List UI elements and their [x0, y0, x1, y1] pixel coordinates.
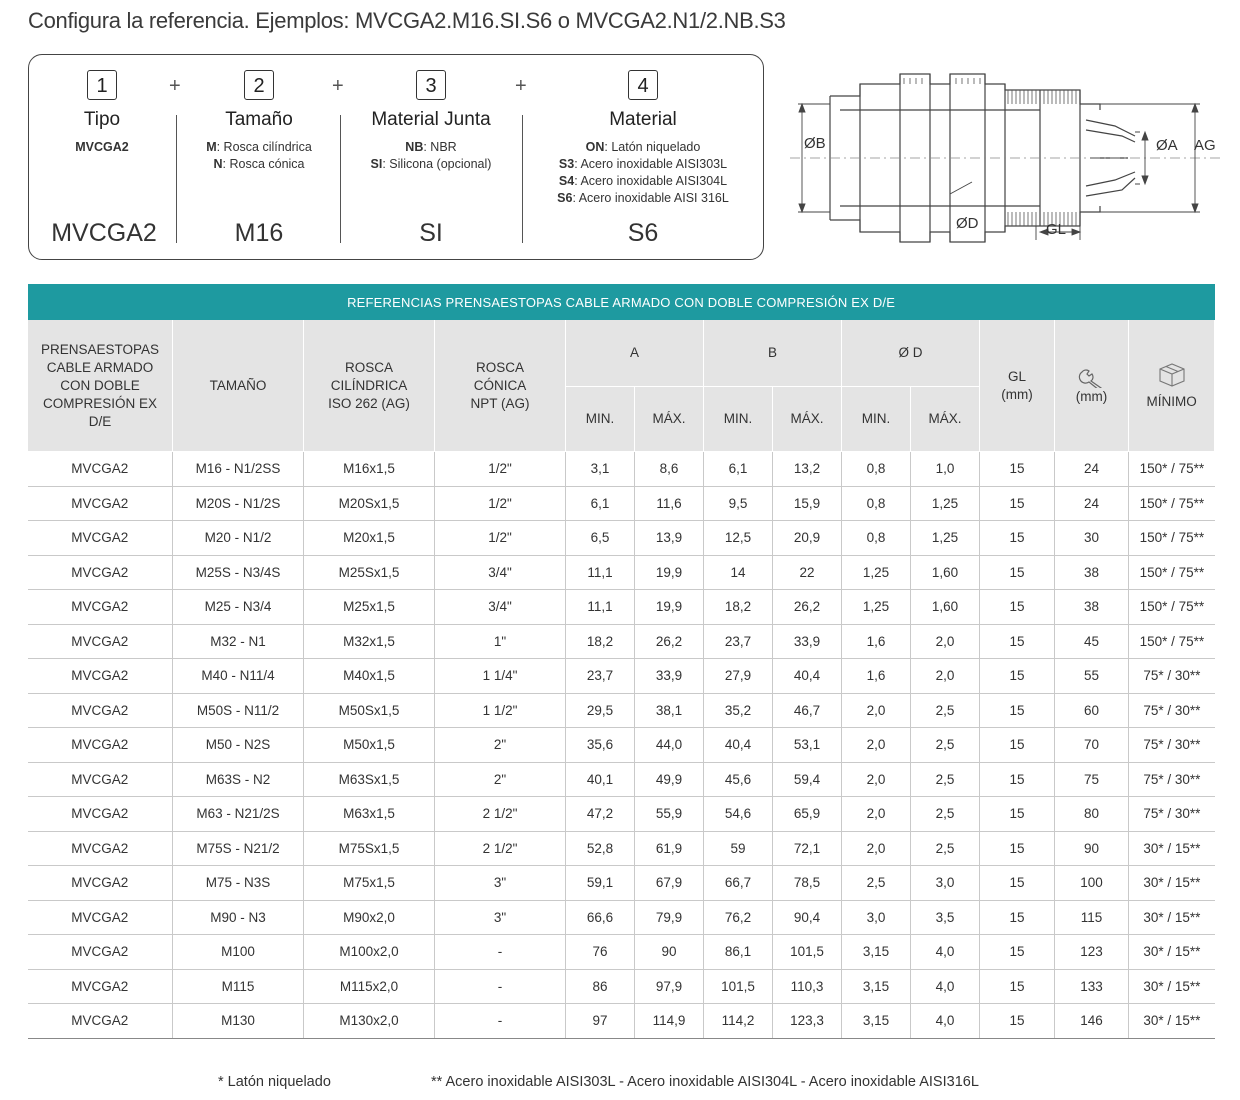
table-cell: 6,1: [566, 486, 635, 521]
table-cell: 19,9: [635, 590, 704, 625]
table-cell: M16 - N1/2SS: [173, 452, 304, 487]
table-cell: 3,0: [842, 900, 911, 935]
header-a-min: MIN.: [566, 387, 635, 452]
table-cell: M16x1,5: [304, 452, 435, 487]
table-cell: 18,2: [704, 590, 773, 625]
table-cell: 2,0: [911, 624, 980, 659]
table-cell: MVCGA2: [28, 797, 173, 832]
table-cell: 6,5: [566, 521, 635, 556]
table-cell: 35,2: [704, 693, 773, 728]
table-cell: M20Sx1,5: [304, 486, 435, 521]
table-cell: 114,2: [704, 1004, 773, 1039]
header-npt-thread: ROSCA CÓNICA NPT (AG): [435, 320, 566, 452]
header-gland: PRENSAESTOPAS CABLE ARMADO CON DOBLE COMPRESIÓN EX D/E: [28, 320, 173, 452]
table-cell: 33,9: [773, 624, 842, 659]
table-cell: 150* / 75**: [1129, 486, 1215, 521]
table-cell: 24: [1055, 452, 1129, 487]
table-row: [28, 797, 1215, 832]
table-cell: 15: [980, 935, 1055, 970]
table-row: [28, 624, 1215, 659]
table-cell: 97,9: [635, 969, 704, 1004]
table-row: [28, 452, 1215, 487]
table-cell: M20x1,5: [304, 521, 435, 556]
table-cell: M40x1,5: [304, 659, 435, 694]
table-cell: 1/2": [435, 521, 566, 556]
table-cell: 97: [566, 1004, 635, 1039]
table-cell: 76: [566, 935, 635, 970]
label-dia-a: ØA: [1156, 137, 1178, 154]
config-value-tipo: MVCGA2: [51, 219, 157, 247]
header-gl: GL (mm): [980, 320, 1055, 452]
config-column-material: [525, 55, 761, 207]
table-cell: 1": [435, 624, 566, 659]
table-cell: 2,5: [842, 866, 911, 901]
table-cell: 65,9: [773, 797, 842, 832]
table-cell: 150* / 75**: [1129, 555, 1215, 590]
header-b-min: MIN.: [704, 387, 773, 452]
header-size: TAMAÑO: [173, 320, 304, 452]
table-cell: 54,6: [704, 797, 773, 832]
table-cell: MVCGA2: [28, 900, 173, 935]
table-cell: M75Sx1,5: [304, 831, 435, 866]
table-cell: 24: [1055, 486, 1129, 521]
table-row: [28, 831, 1215, 866]
config-column-tipo: [29, 55, 175, 156]
table-cell: MVCGA2: [28, 728, 173, 763]
table-cell: 1,60: [911, 555, 980, 590]
table-cell: 15: [980, 900, 1055, 935]
table-cell: 45,6: [704, 762, 773, 797]
table-cell: 18,2: [566, 624, 635, 659]
table-cell: 150* / 75**: [1129, 590, 1215, 625]
table-cell: 2,0: [842, 797, 911, 832]
table-cell: 3,15: [842, 1004, 911, 1039]
table-row: [28, 969, 1215, 1004]
table-cell: 15: [980, 831, 1055, 866]
table-cell: 3,1: [566, 452, 635, 487]
table-cell: 4,0: [911, 969, 980, 1004]
table-cell: 55: [1055, 659, 1129, 694]
table-cell: M100x2,0: [304, 935, 435, 970]
table-cell: MVCGA2: [28, 935, 173, 970]
header-b-max: MÁX.: [773, 387, 842, 452]
table-cell: 86: [566, 969, 635, 1004]
table-cell: 15: [980, 590, 1055, 625]
table-row: [28, 1004, 1215, 1039]
table-cell: 2,5: [911, 728, 980, 763]
table-cell: 150* / 75**: [1129, 624, 1215, 659]
table-cell: 2,0: [842, 831, 911, 866]
table-cell: 38,1: [635, 693, 704, 728]
table-cell: 1,25: [911, 521, 980, 556]
table-cell: 150* / 75**: [1129, 452, 1215, 487]
table-cell: 101,5: [773, 935, 842, 970]
table-cell: 30* / 15**: [1129, 866, 1215, 901]
table-cell: 2 1/2": [435, 831, 566, 866]
table-cell: 2": [435, 728, 566, 763]
table-cell: M75x1,5: [304, 866, 435, 901]
config-column-tamano: [179, 55, 339, 173]
header-b: B: [704, 320, 842, 387]
header-d-max: MÁX.: [911, 387, 980, 452]
table-cell: 22: [773, 555, 842, 590]
table-cell: 133: [1055, 969, 1129, 1004]
table-cell: MVCGA2: [28, 659, 173, 694]
table-cell: 40,1: [566, 762, 635, 797]
table-cell: 1/2": [435, 486, 566, 521]
table-cell: 11,1: [566, 590, 635, 625]
table-cell: 3": [435, 900, 566, 935]
table-cell: 15: [980, 486, 1055, 521]
table-cell: 3,0: [911, 866, 980, 901]
table-cell: 61,9: [635, 831, 704, 866]
table-cell: M50 - N2S: [173, 728, 304, 763]
config-title-tamano: Tamaño: [225, 109, 293, 130]
header-minimum: MÍNIMO: [1129, 320, 1215, 452]
table-row: [28, 693, 1215, 728]
table-cell: 9,5: [704, 486, 773, 521]
table-cell: 15: [980, 555, 1055, 590]
table-cell: M130x2,0: [304, 1004, 435, 1039]
cable-gland-drawing: [790, 70, 1220, 250]
table-cell: 2,0: [842, 728, 911, 763]
table-cell: 30* / 15**: [1129, 831, 1215, 866]
table-cell: 52,8: [566, 831, 635, 866]
header-a: A: [566, 320, 704, 387]
references-table: [27, 284, 1215, 1039]
table-cell: -: [435, 969, 566, 1004]
table-cell: 13,9: [635, 521, 704, 556]
label-ag: AG: [1194, 137, 1216, 154]
table-cell: 40,4: [704, 728, 773, 763]
table-cell: 45: [1055, 624, 1129, 659]
config-column-junta: [341, 55, 521, 173]
header-iso-thread: ROSCA CILÍNDRICA ISO 262 (AG): [304, 320, 435, 452]
table-cell: MVCGA2: [28, 831, 173, 866]
config-value-tamano: M16: [234, 219, 284, 247]
table-cell: MVCGA2: [28, 590, 173, 625]
table-cell: M75 - N3S: [173, 866, 304, 901]
table-cell: -: [435, 1004, 566, 1039]
table-cell: M40 - N11/4: [173, 659, 304, 694]
table-cell: 150* / 75**: [1129, 521, 1215, 556]
table-cell: 15: [980, 1004, 1055, 1039]
table-cell: 100: [1055, 866, 1129, 901]
label-dia-b: ØB: [804, 135, 826, 152]
table-cell: 114,9: [635, 1004, 704, 1039]
table-cell: 75* / 30**: [1129, 797, 1215, 832]
table-cell: 67,9: [635, 866, 704, 901]
column-divider: [176, 115, 177, 243]
table-cell: M32 - N1: [173, 624, 304, 659]
table-cell: 30: [1055, 521, 1129, 556]
table-cell: 23,7: [704, 624, 773, 659]
table-cell: 15: [980, 762, 1055, 797]
table-cell: 15: [980, 452, 1055, 487]
table-cell: M25 - N3/4: [173, 590, 304, 625]
table-cell: 0,8: [842, 521, 911, 556]
package-icon: [1157, 361, 1187, 387]
table-cell: M63 - N21/2S: [173, 797, 304, 832]
table-cell: M115x2,0: [304, 969, 435, 1004]
label-gl: GL: [1046, 221, 1067, 238]
table-cell: 1,25: [842, 590, 911, 625]
table-cell: 59: [704, 831, 773, 866]
table-cell: 15: [980, 624, 1055, 659]
table-cell: MVCGA2: [28, 452, 173, 487]
table-cell: M100: [173, 935, 304, 970]
table-cell: M90x2,0: [304, 900, 435, 935]
table-cell: M115: [173, 969, 304, 1004]
table-cell: MVCGA2: [28, 624, 173, 659]
step-number-1: 1: [87, 70, 117, 100]
footnote-brass: * Latón niquelado: [218, 1074, 331, 1090]
table-cell: 115: [1055, 900, 1129, 935]
table-cell: 2,0: [842, 693, 911, 728]
plus-sign: +: [515, 75, 527, 97]
step-number-3: 3: [416, 70, 446, 100]
table-cell: 1 1/2": [435, 693, 566, 728]
table-cell: 2,0: [911, 659, 980, 694]
label-dia-d: ØD: [956, 215, 979, 232]
table-cell: 38: [1055, 590, 1129, 625]
table-cell: M50x1,5: [304, 728, 435, 763]
table-cell: 35,6: [566, 728, 635, 763]
table-cell: 75* / 30**: [1129, 659, 1215, 694]
table-cell: 15,9: [773, 486, 842, 521]
header-d: Ø D: [842, 320, 980, 387]
table-row: [28, 866, 1215, 901]
config-desc-material: ON: Latón niquelado S3: Acero inoxidable AISI303L S4: Acero inoxidable AISI304L S6: Acero inoxidable AISI 316L: [557, 140, 729, 205]
table-cell: 11,6: [635, 486, 704, 521]
table-cell: M63x1,5: [304, 797, 435, 832]
table-cell: 23,7: [566, 659, 635, 694]
reference-configurator: [28, 54, 764, 260]
table-row: [28, 486, 1215, 521]
table-cell: 19,9: [635, 555, 704, 590]
table-cell: 33,9: [635, 659, 704, 694]
table-cell: 1,6: [842, 659, 911, 694]
table-cell: 75* / 30**: [1129, 728, 1215, 763]
table-cell: 0,8: [842, 452, 911, 487]
table-cell: 3,15: [842, 969, 911, 1004]
table-cell: M25Sx1,5: [304, 555, 435, 590]
table-row: [28, 659, 1215, 694]
header-wrench: (mm): [1055, 320, 1129, 452]
table-cell: 30* / 15**: [1129, 935, 1215, 970]
table-cell: MVCGA2: [28, 693, 173, 728]
table-cell: 75* / 30**: [1129, 693, 1215, 728]
table-cell: 1,25: [911, 486, 980, 521]
table-cell: M75S - N21/2: [173, 831, 304, 866]
table-cell: 3,15: [842, 935, 911, 970]
table-cell: 110,3: [773, 969, 842, 1004]
config-value-junta: SI: [419, 219, 443, 247]
table-cell: 55,9: [635, 797, 704, 832]
table-cell: 38: [1055, 555, 1129, 590]
table-cell: 3": [435, 866, 566, 901]
table-cell: 90: [635, 935, 704, 970]
table-cell: 15: [980, 693, 1055, 728]
table-cell: -: [435, 935, 566, 970]
table-cell: 3/4": [435, 590, 566, 625]
plus-sign: +: [169, 75, 181, 97]
table-cell: 80: [1055, 797, 1129, 832]
table-cell: 15: [980, 866, 1055, 901]
table-cell: 146: [1055, 1004, 1129, 1039]
table-cell: 75* / 30**: [1129, 762, 1215, 797]
config-title-material: Material: [609, 109, 677, 130]
table-cell: M20 - N1/2: [173, 521, 304, 556]
table-cell: 12,5: [704, 521, 773, 556]
table-cell: 30* / 15**: [1129, 1004, 1215, 1039]
table-cell: 6,1: [704, 452, 773, 487]
table-cell: M130: [173, 1004, 304, 1039]
table-cell: 2,5: [911, 797, 980, 832]
table-cell: MVCGA2: [28, 866, 173, 901]
table-cell: 14: [704, 555, 773, 590]
table-cell: 15: [980, 659, 1055, 694]
table-cell: M50S - N11/2: [173, 693, 304, 728]
table-cell: 13,2: [773, 452, 842, 487]
table-cell: 1,0: [911, 452, 980, 487]
table-cell: 78,5: [773, 866, 842, 901]
table-cell: 15: [980, 521, 1055, 556]
table-cell: 49,9: [635, 762, 704, 797]
step-number-4: 4: [628, 70, 658, 100]
table-cell: M63Sx1,5: [304, 762, 435, 797]
table-cell: M32x1,5: [304, 624, 435, 659]
config-value-material: S6: [627, 219, 659, 247]
table-cell: M20S - N1/2S: [173, 486, 304, 521]
table-cell: 44,0: [635, 728, 704, 763]
table-cell: 2,5: [911, 693, 980, 728]
table-row: [28, 590, 1215, 625]
table-cell: 1/2": [435, 452, 566, 487]
wrench-icon: [1078, 366, 1106, 388]
table-cell: 15: [980, 969, 1055, 1004]
table-cell: 30* / 15**: [1129, 969, 1215, 1004]
table-cell: 4,0: [911, 935, 980, 970]
table-cell: 1 1/4": [435, 659, 566, 694]
table-cell: 59,1: [566, 866, 635, 901]
config-desc-tipo: MVCGA2: [75, 140, 129, 154]
table-cell: MVCGA2: [28, 1004, 173, 1039]
table-cell: 2,0: [842, 762, 911, 797]
table-cell: 0,8: [842, 486, 911, 521]
config-title-tipo: Tipo: [83, 109, 121, 130]
table-cell: 26,2: [773, 590, 842, 625]
config-desc-tamano: M: Rosca cilíndrica N: Rosca cónica: [206, 140, 312, 171]
table-cell: 79,9: [635, 900, 704, 935]
column-divider: [522, 115, 523, 243]
table-row: [28, 521, 1215, 556]
table-cell: 1,6: [842, 624, 911, 659]
config-title-junta: Material Junta: [371, 109, 491, 130]
table-row: [28, 762, 1215, 797]
table-row: [28, 555, 1215, 590]
page-headline: Configura la referencia. Ejemplos: MVCGA2.M16.SI.S6 o MVCGA2.N1/2.NB.S3: [28, 8, 786, 33]
table-cell: 11,1: [566, 555, 635, 590]
table-row: [28, 935, 1215, 970]
table-cell: MVCGA2: [28, 762, 173, 797]
table-cell: 2 1/2": [435, 797, 566, 832]
table-cell: 75: [1055, 762, 1129, 797]
table-cell: 1,25: [842, 555, 911, 590]
table-cell: M25S - N3/4S: [173, 555, 304, 590]
table-cell: 3,5: [911, 900, 980, 935]
table-cell: 66,7: [704, 866, 773, 901]
table-cell: 70: [1055, 728, 1129, 763]
table-cell: 8,6: [635, 452, 704, 487]
table-row: [28, 900, 1215, 935]
table-cell: MVCGA2: [28, 969, 173, 1004]
table-cell: 29,5: [566, 693, 635, 728]
table-cell: 86,1: [704, 935, 773, 970]
table-cell: 47,2: [566, 797, 635, 832]
table-cell: 27,9: [704, 659, 773, 694]
step-number-2: 2: [244, 70, 274, 100]
table-cell: 60: [1055, 693, 1129, 728]
table-cell: 76,2: [704, 900, 773, 935]
plus-sign: +: [332, 75, 344, 97]
table-cell: MVCGA2: [28, 486, 173, 521]
header-a-max: MÁX.: [635, 387, 704, 452]
table-cell: 123: [1055, 935, 1129, 970]
table-cell: 72,1: [773, 831, 842, 866]
table-cell: 26,2: [635, 624, 704, 659]
table-cell: M50Sx1,5: [304, 693, 435, 728]
table-cell: 40,4: [773, 659, 842, 694]
table-cell: 59,4: [773, 762, 842, 797]
table-cell: 2,5: [911, 831, 980, 866]
table-cell: 4,0: [911, 1004, 980, 1039]
table-cell: 90,4: [773, 900, 842, 935]
table-cell: 15: [980, 797, 1055, 832]
table-row: [28, 728, 1215, 763]
table-cell: 2,5: [911, 762, 980, 797]
table-banner: REFERENCIAS PRENSAESTOPAS CABLE ARMADO CON DOBLE COMPRESIÓN EX D/E: [28, 284, 1215, 320]
table-cell: 15: [980, 728, 1055, 763]
table-cell: MVCGA2: [28, 555, 173, 590]
footnote-steel: ** Acero inoxidable AISI303L - Acero inoxidable AISI304L - Acero inoxidable AISI316L: [431, 1074, 979, 1090]
table-cell: 66,6: [566, 900, 635, 935]
table-cell: 90: [1055, 831, 1129, 866]
table-cell: 1,60: [911, 590, 980, 625]
table-cell: M63S - N2: [173, 762, 304, 797]
table-body: [28, 452, 1215, 1039]
table-cell: 20,9: [773, 521, 842, 556]
table-cell: 30* / 15**: [1129, 900, 1215, 935]
table-cell: MVCGA2: [28, 521, 173, 556]
table-cell: 101,5: [704, 969, 773, 1004]
table-cell: M90 - N3: [173, 900, 304, 935]
table-cell: 123,3: [773, 1004, 842, 1039]
table-cell: 2": [435, 762, 566, 797]
table-cell: M25x1,5: [304, 590, 435, 625]
table-cell: 3/4": [435, 555, 566, 590]
table-cell: 46,7: [773, 693, 842, 728]
table-cell: 53,1: [773, 728, 842, 763]
header-d-min: MIN.: [842, 387, 911, 452]
config-desc-junta: NB: NBR SI: Silicona (opcional): [370, 140, 492, 171]
